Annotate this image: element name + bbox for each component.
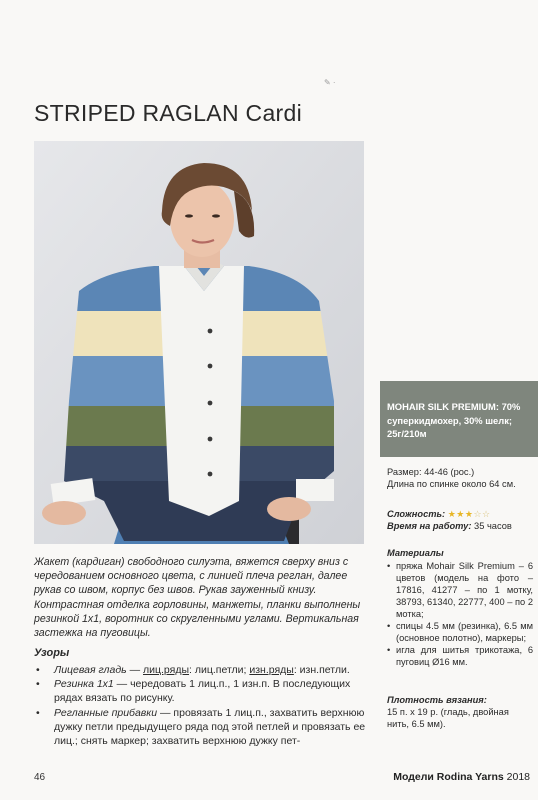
corner-mark: ✎ · xyxy=(324,78,336,87)
stars-filled: ★★★ xyxy=(447,509,474,519)
star-rating-icon xyxy=(448,509,491,519)
pattern-text: : изн.петли. xyxy=(293,664,350,676)
pattern-item xyxy=(34,663,368,677)
pattern-name: Регланные прибавки xyxy=(54,706,158,719)
pattern-text: — чередовать 1 лиц.п., 1 изн.п. В последующих рядах вязать по рисунку. xyxy=(54,678,351,705)
difficulty-label: Сложность: xyxy=(387,509,446,519)
pattern-term: лиц.ряды xyxy=(143,664,190,676)
pattern-item xyxy=(34,706,368,749)
density-heading: Плотность вязания: xyxy=(387,695,487,705)
material-item: • игла для шитья трикотажа, 6 пуговиц Ø16 мм. xyxy=(387,644,533,668)
page-number: 46 xyxy=(34,772,46,783)
footer-brand xyxy=(393,771,530,783)
page-title: STRIPED RAGLAN Cardi xyxy=(34,100,303,126)
pattern-text: — провязать 1 лиц.п., захватить верхнюю дужку петли предыдущего ряда под этой петлей и провязать ее лиц.; снять маркер; захватить верхнюю дужку пет- xyxy=(54,706,366,748)
stars-empty: ☆☆ xyxy=(473,509,491,519)
pattern-text: : лиц.петли; xyxy=(189,664,250,676)
time-value: 35 часов xyxy=(471,521,512,531)
patterns-heading: Узоры xyxy=(34,647,70,659)
difficulty-info xyxy=(387,508,533,532)
pattern-dash: — xyxy=(126,664,143,676)
pattern-item xyxy=(34,677,368,705)
patterns-list xyxy=(34,663,368,748)
pattern-name: Резинка 1х1 xyxy=(54,678,114,691)
time-label: Время на работу: xyxy=(387,521,472,531)
cardigan-illustration xyxy=(34,141,364,544)
density-text: 15 п. х 19 р. (гладь, двойная нить, 6.5 мм). xyxy=(387,707,509,729)
material-item: • спицы 4.5 мм (резинка), 6.5 мм (основное полотно), маркеры; xyxy=(387,620,533,644)
pattern-name: Лицевая гладь xyxy=(54,664,127,676)
model-photo xyxy=(34,141,364,544)
yarn-info-box: MOHAIR SILK PREMIUM: 70% суперкидмохер, 30% шелк; 25г/210м xyxy=(380,381,538,457)
brand-name: Модели Rodina Yarns xyxy=(393,771,504,783)
brand-year: 2018 xyxy=(503,771,530,783)
intro-paragraph: Жакет (кардиган) свободного силуэта, вяжется сверху вниз с чередованием основного цвета, с линией плеча реглан, далее рукав со швом, корпус без швов. Рукав зауженный книзу. Контрастная отделка горловины, манжеты, планки выполнены резинкой 1х1, воротник со скругленными углами. Вертикальная застежка на пуговицы. xyxy=(34,556,361,640)
size-line: Размер: 44-46 (рос.) xyxy=(387,467,475,477)
pattern-term: изн.ряды xyxy=(249,664,294,676)
length-line: Длина по спинке около 64 см. xyxy=(387,479,516,489)
size-info xyxy=(387,466,533,490)
materials-list xyxy=(387,560,533,668)
material-item: • пряжа Mohair Silk Premium – 6 цветов (модель на фото – 17816, 41277 – по 1 мотку, 38793, 61340, 22777, 400 – по 2 мотка; xyxy=(387,560,533,620)
materials-heading: Материалы xyxy=(387,548,444,558)
